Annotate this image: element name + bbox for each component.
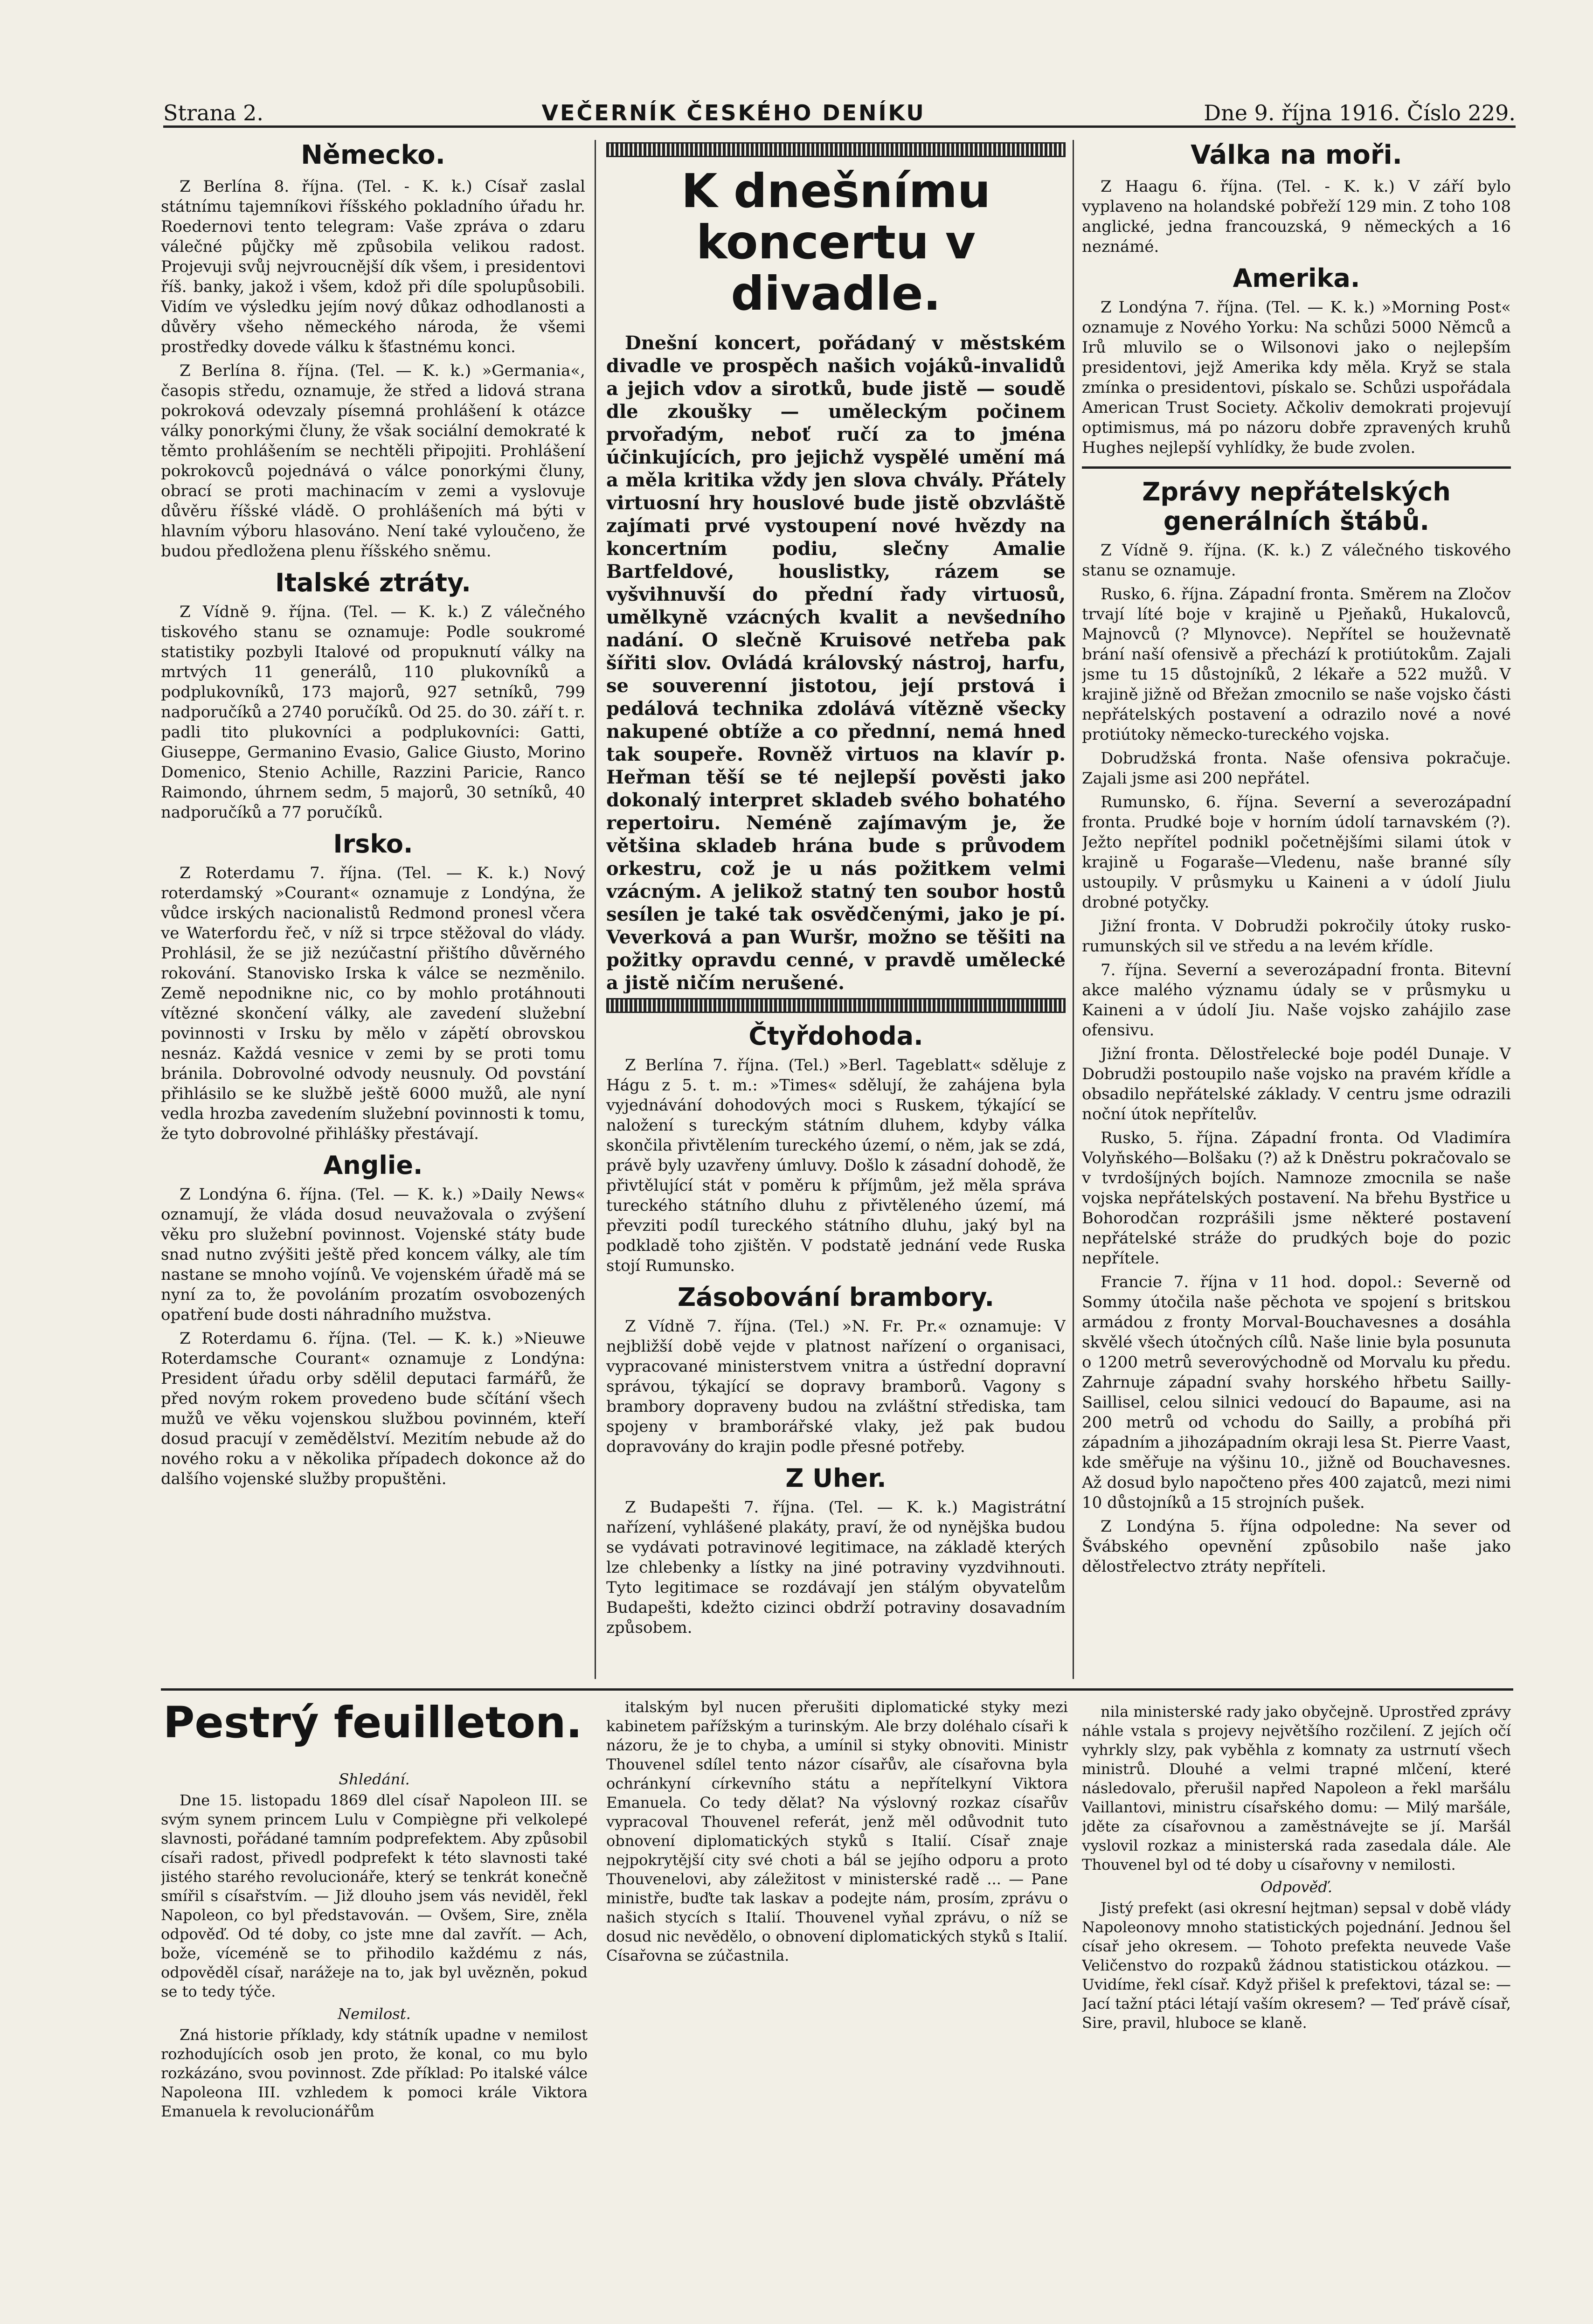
article-paragraph: Z Berlína 8. října. (Tel. - K. k.) Císař zaslal státnímu tajemníkovi říšského pokladního úřadu hr. Roedernovi tento telegram: Vaše zpráva o zdaru válečné půjčky mě způsobila velikou radost. Projevuji svůj nejvroucnější dík všem, i presidentovi říš. banky, jakož i všem, kdož při díle spolupůsobili. Vidím ve výsledku jejím nový důkaz odhodlanosti a důvěry všeho německého národa, že všemi prostředky dovede válku k šťastnému konci. xyxy=(161,177,585,356)
newspaper-title: VEČERNÍK ČESKÉHO DENÍKU xyxy=(541,100,926,125)
feuilleton-subtitle: Nemilost. xyxy=(338,2005,411,2023)
column-3 xyxy=(1082,140,1511,1679)
feuilleton-paragraph: Zná historie příklady, kdy státník upadne v nemilost rozhodujících osob jen proto, že konal, co mu bylo rozkázáno, svou povinnost. Zde příklad: Po italské válce Napoleona III. vzhledem k pomoci krále Viktora Emanuela k revolucionářům xyxy=(161,2026,588,2120)
column-1 xyxy=(161,140,585,1679)
article-paragraph: Z Roterdamu 7. října. (Tel. — K. k.) Nový roterdamský »Courant« oznamuje z Londýna, že vůdce irských nacionalistů Redmond pronesl včera ve Waterfordu řeč, v níž si trpce stěžoval do vlády. Prohlásil, že se již nezúčastní přištího důvěrného rokování. Stanovisko Irska k válce se nezměnilo. Země nepodnikne nic, co by mohlo protáhnouti vítězné skončení války, ale zavedení služební povinnosti v Irsku by mělo v zápětí obrovskou nesnáz. Každá vesnice v zemi by se proti tomu bránila. Dobrovolné odvody neusnuly. Od povstání přihlásilo se ke službě ještě 6000 mužů, ale nyní vedla hrozba zavedením služební povinnosti k tomu, že tyto dobrovolné přihlášky přestávají. xyxy=(161,864,585,1143)
page-header xyxy=(163,96,1516,128)
article-paragraph: Rumunsko, 6. října. Severní a severozápadní fronta. Prudké boje v horním údolí tarnavském (?). Ježto nepřítel podnikl početnějšími silami útok v krajině u Fogaraše—Vledenu, naše branné síly ustoupily. V průsmyku u Kaineni a v údolí Jiulu drobné potyčky. xyxy=(1082,793,1511,912)
feuilleton-column-1 xyxy=(161,1768,588,2271)
feuilleton-subtitle: Shledání. xyxy=(339,1770,410,1788)
column-rule-1 xyxy=(595,140,596,1679)
heading-pestry-feuilleton: Pestrý feuilleton. xyxy=(163,1698,582,1748)
feuilleton-paragraph: Dne 15. listopadu 1869 dlel císař Napoleon III. se svým synem princem Lulu v Compiègne při velkolepé slavnosti, pořádané tamním podprefektem. Aby způsobil císaři radost, přivedl podprefekt k této slavnosti také jistého starého revolucionáře, který se tenkrát konečně smířil s císařstvím. — Již dlouho jsem vás neviděl, řekl Napoleon, co byl představován. — Ovšem, Sire, zněla odpověď. Od té doby, co jste mne dal zavřít. — Ach, bože, víceméně se to přihodilo každému z nás, odpověděl císař, narážeje na to, jak byl uvězněn, pokud se to tedy týče. xyxy=(161,1791,588,2000)
article-paragraph: 7. října. Severní a severozápadní fronta. Bitevní akce malého významu údaly se v průsmyku u Kaineni a v údolí Jiu. Naše vojsko zahájilo zase ofensivu. xyxy=(1082,961,1511,1040)
article-paragraph: Rusko, 6. října. Západní fronta. Směrem na Zločov trvají líté boje v krajině u Pjeňaků, Hukalovců, Majnovců (? Mlynovce). Nepřítel se houževnatě brání naší ofensivě a přechází k protiútokům. Zajali jsme tu 15 důstojníků, 2 lékaře a 522 mužů. V krajině jižně od Břežan zmocnilo se naše vojsko části nepřátelských postavení a odrazilo nové a nové protiútoky německo-tureckého vojska. xyxy=(1082,585,1511,744)
feuilleton-paragraph: italským byl nucen přerušiti diplomatické styky mezi kabinetem pařížským a turinským. Ale brzy doléhalo císaři k názoru, že je to chyba, a umínil si styky obnoviti. Ministr Thouvenel sdílel tento názor císařův, ale císařovna byla ochránkyní církevního státu a nepřítelkyní Viktora Emanuela. Co tedy dělat? Na výslovný rozkaz císařův vypracoval Thouvenel referát, jenž měl odůvodnit tuto obnovení diplomatických styků s Italií. Císař znaje nejpokrytější city své choti a bál se jejího odporu a proto Thouvenelovi, aby záležitost v ministerské radě ... — Pane ministře, buďte tak laskav a podejte nám, prosím, zprávu o našich stycích s Italií. Thouvenel vyňal zprávu, o níž se dosud nic nevědělo, o obnovení diplomatických styků s Italií. Císařovna se zúčastnila. xyxy=(606,1698,1068,1964)
heading-koncert: K dnešnímu koncertu v divadle. xyxy=(681,164,991,321)
page-number: Strana 2. xyxy=(163,100,263,125)
section-divider xyxy=(1082,466,1511,469)
heading-irsko: Irsko. xyxy=(333,829,413,859)
decorative-border xyxy=(606,998,1066,1013)
column-rule-2 xyxy=(1073,140,1074,1679)
article-paragraph: Dobrudžská fronta. Naše ofensiva pokračuje. Zajali jsme asi 200 nepřátel. xyxy=(1082,749,1511,788)
article-paragraph: Francie 7. října v 11 hod. dopol.: Severně od Sommy útočila naše pěchota ve spojení s britskou armádou z fronty Morval-Bouchavesnes a dosáhla skvělé všech útočných cílů. Naše linie byla posunuta o 1200 metrů severovýchodně od Morvalu ku předu. Zahrnuje západní svahy horského hřbetu Sailly-Saillisel, celou silnici vedoucí do Bapaume, asi na 200 metrů od vchodu do Sailly, a probíhá při západním a jihozápadním okraji lesa St. Pierre Vaast, kde směřuje na výšinu 10., jižně od Bouchavesnes. Až dosud bylo napočteno přes 400 zajatců, mezi nimi 10 důstojníků a 15 strojních pušek. xyxy=(1082,1273,1511,1512)
article-paragraph: Z Vídně 9. října. (K. k.) Z válečného tiskového stanu se oznamuje. xyxy=(1082,541,1511,580)
article-paragraph: Z Berlína 8. října. (Tel. — K. k.) »Germania«, časopis středu, oznamuje, že střed a lidová strana pokroková odevzaly písemná prohlášení k otázce války ponorkými čluny, že však sociální demokraté k těmto prohlášením se nechtěli připojiti. Prohlášení pokrokovců pojednává o válce ponorkými čluny, obrací se proti machinacím v zemi a vyslovuje důvěru říšské vládě. O prohlášeních má býti v hlavním výboru hlasováno. Není také vyloučeno, že budou předložena plenu říšského sněmu. xyxy=(161,361,585,561)
feuilleton-rule xyxy=(161,1688,1513,1691)
article-paragraph: Jižní fronta. Dělostřelecké boje podél Dunaje. V Dobrudži postoupilo naše vojsko na pravém křídle a obsadilo nepřátelské základy. V centru jsme odrazili noční útok nepřítelův. xyxy=(1082,1045,1511,1124)
article-paragraph: Z Vídně 7. října. (Tel.) »N. Fr. Pr.« oznamuje: V nejbližší době vejde v platnost nařízení o organisaci, vypracované ministerstvem vnitra a ústřední dopravní správou, týkající se dopravy bramborů. Vagony s brambory dopraveny budou na zvláštní střediska, tam spojeny v bramborářské vlaky, jež pak budou dopravovány do krajin podle přesné potřeby. xyxy=(606,1317,1066,1456)
heading-italske-ztraty: Italské ztráty. xyxy=(275,568,471,597)
heading-zpravy-stabu: Zprávy nepřátelských generálních štábů. xyxy=(1142,477,1451,536)
heading-zasobovani: Zásobování brambory. xyxy=(677,1283,995,1312)
article-paragraph: Z Vídně 9. října. (Tel. — K. k.) Z válečného tiskového stanu se oznamuje: Podle soukromé statistiky pozbyli Italové od propuknutí války na mrtvých 11 generálů, 110 plukovníků a podplukovníků, 173 majorů, 927 setníků, 799 nadporučíků a 2740 poručíků. Od 25. do 30. září t. r. padli tito plukovníci a podplukovníci: Gatti, Giuseppe, Germanino Evasio, Galice Giusto, Morino Domenico, Stenio Achille, Razzini Paricie, Ranco Raimondo, úhrnem sedm, 5 majorů, 30 setníků, 40 nadporučíků a 77 poručíků. xyxy=(161,603,585,822)
article-paragraph: Z Roterdamu 6. října. (Tel. — K. k.) »Nieuwe Roterdamsche Courant« oznamuje z Londýna: President úřadu orby sdělil deputaci farmářů, že před novým rokem provedeno bude sčítání všech mužů ve věku vojenskou službou povinném, kteří dosud pracují v zemědělství. Mezitím nebude až do nového roku a v několika případech dokonce až do dalšího vojenské služby propuštěni. xyxy=(161,1329,585,1488)
heading-valka-na-mori: Válka na moři. xyxy=(1191,140,1402,170)
article-paragraph: Dnešní koncert, pořádaný v městském divadle ve prospěch našich vojáků-invalidů a jejich vdov a sirotků, bude jistě — soudě dle zkoušky — uměleckým počinem prvořadým, neboť ručí za to jména účinkujících, pro jejichž vyspělé umění má a měla kritika vždy jen slova chvály. Přátely virtuosní hry houslové bude jistě obzvláště zajímati prvé vystoupení nové hvězdy na koncertním podiu, slečny Amalie Bartfeldové, houslistky, rázem se vyšvihnuvší do přední řady virtuosů, umělkyně vzácných kvalit a nevšedního nadání. O slečně Kruisové netřeba pak šířiti slov. Ovládá královský nástroj, harfu, se souverenní jistotou, její prstová i pedálová technika zdolává vítězně všecky nakupené obtíže a co přednní, nemá hned tak soupeře. Rovněž virtuos na klavír p. Heřman těší se té nejlepší pověsti jako dokonalý interpret skladeb svého bohatého repertoiru. Neméně zajímavým je, že většina skladeb hrána bude s průvodem orkestru, což je u nás požitkem velmi vzácným. A jelikož statný ten soubor hostů sesílen je také tak osvědčenými, jako je pí. Veverková a pan Wuršr, možno se těšiti na požitky opravdu cenné, v pravdě umělecké a jistě ničím nerušené. xyxy=(606,332,1066,994)
heading-anglie: Anglie. xyxy=(323,1151,423,1180)
article-paragraph: Z Londýna 7. října. (Tel. — K. k.) »Morning Post« oznamuje z Nového Yorku: Na schůzi 5000 Němců a Irů mluvilo se o Wilsonovi jako o nejlepším presidentovi, jejž Amerika kdy měla. Kryž se stala zmínka o presidentovi, pískalo se. Schůzi uspořádala American Trust Society. Ačkoliv demokrati projevují optimismus, má po názoru dobře zpravených kruhů Hughes nejlepší vyhlídky, že bude zvolen. xyxy=(1082,298,1511,457)
heading-ctyrdohoda: Čtyřdohoda. xyxy=(748,1021,923,1051)
article-paragraph: Jižní fronta. V Dobrudži pokročily útoky rusko-rumunských sil ve středu a na levém křídle. xyxy=(1082,917,1511,956)
article-paragraph: Rusko, 5. října. Západní fronta. Od Vladimíra Volyňského—Bolšaku (?) až k Dněstru pokračovalo se v tvrdošíjných bojích. Namnoze zmocnila se naše vojska nepřátelských postavení. Na břehu Bystřice u Bohorodčan rozprášili jsme některé postavení nepřátelské stráže do prudkých boje do pozic nepřítele. xyxy=(1082,1129,1511,1268)
decorative-border xyxy=(606,142,1066,157)
feuilleton-subtitle: Odpověď. xyxy=(1260,1878,1333,1896)
feuilleton-column-3 xyxy=(1082,1702,1511,2271)
article-paragraph: Z Londýna 5. října odpoledne: Na sever od Švábského opevnění způsobilo naše jako dělostřelectvo ztráty nepříteli. xyxy=(1082,1517,1511,1576)
issue-date: Dne 9. října 1916. Číslo 229. xyxy=(1204,100,1516,125)
article-paragraph: Z Berlína 7. října. (Tel.) »Berl. Tageblatt« sděluje z Hágu z 5. t. m.: »Times« sdělují, že zahájena byla vyjednávání dohodových moci s Ruskem, týkající se naložení s tureckým státním dluhem, kdyby válka skončila přivtělením tureckého území, o něm, jak se zdá, právě byly uzavřeny úmluvy. Došlo k zásadní dohodě, že přivtělující stát v poměru k příjmům, jež měla správa tureckého státního dluhu z přivtěleného území, má převziti podíl tureckého státního dluhu, jaký byl na podkladě toho zjištěn. V podstatě jednání vede Ruska stojí Rumunsko. xyxy=(606,1056,1066,1275)
heading-nemecko: Německo. xyxy=(301,140,445,170)
article-paragraph: Z Budapešti 7. října. (Tel. — K. k.) Magistrátní nařízení, vyhlášené plakáty, praví, že od nynějška budou se vydávati potravinové legitimace, na základě kterých lze chlebenky a lístky na jiné potraviny vyzdvihnouti. Tyto legitimace se rozdávají jen stálým obyvatelům Budapešti, kdežto cizinci obdrží potraviny dosavadním způsobem. xyxy=(606,1498,1066,1637)
feuilleton-paragraph: nila ministerské rady jako obyčejně. Uprostřed zprávy náhle vstala s projevy největšího rozčilení. Z jejích očí vyhrkly slzy, pak vyběhla z komnaty za ustrnutí všech ministrů. Dlouhé a velmi trapné mlčení, které následovalo, přerušil napřed Napoleon a řekl maršálu Vaillantovi, ministru císařského domu: — Milý maršále, jděte za císařovnou a zaměstnávejte se jí. Maršál vyslovil rozkaz a ministerská rada zasedala dále. Ale Thouvenel byl od té doby u císařovny v nemilosti. xyxy=(1082,1703,1511,1873)
feuilleton-paragraph: Jistý prefekt (asi okresní hejtman) sepsal v době vlády Napoleonovy mnoho statistických pojednání. Jednou šel císař jeho okresem. — Tohoto prefekta neuvede Vaše Veličenstvo do rozpaků žádnou statistickou otázkou. — Uvidíme, řekl císař. Když přišel k prefektovi, tázal se: — Jací tažní ptáci létají vaším okresem? — Teď právě císař, Sire, pravil, hluboce se klaně. xyxy=(1082,1899,1511,2032)
heading-z-uher: Z Uher. xyxy=(785,1464,887,1493)
feuilleton-column-2 xyxy=(606,1698,1068,2271)
heading-amerika: Amerika. xyxy=(1233,264,1360,293)
column-2 xyxy=(606,142,1066,1681)
article-paragraph: Z Haagu 6. října. (Tel. - K. k.) V září bylo vyplaveno na holandské pobřeží 129 min. Z toho 108 anglické, jedna francouzská, 9 německých a 16 neznámé. xyxy=(1082,177,1511,256)
article-paragraph: Z Londýna 6. října. (Tel. — K. k.) »Daily News« oznamují, že vláda dosud neuvažovala o zvýšení věku pro služební povinnost. Vojenské státy bude snad nutno zvýšiti ještě před koncem války, ale tím nastane se mnoho vojínů. Ve vojenském úřadě má se nyní za to, že povoláním prozatím osvobozených opatření bude dosti náhradního mužstva. xyxy=(161,1185,585,1324)
lead-article xyxy=(606,332,1066,994)
